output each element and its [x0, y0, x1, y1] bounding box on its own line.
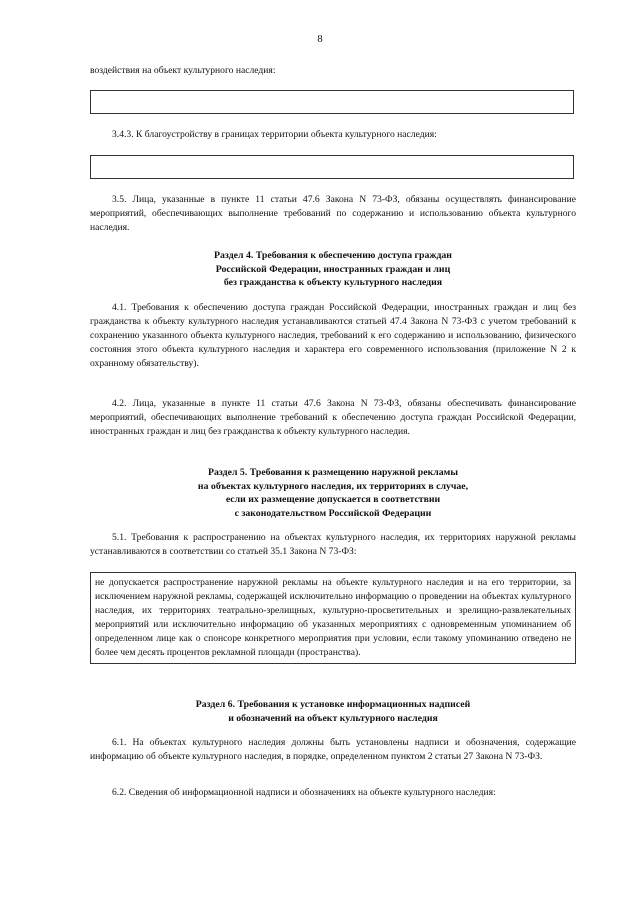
- item-4-1-block: [90, 301, 576, 371]
- item-6-1-text: 6.1. На объектах культурного наследия должны быть установлены надписи и обозначения, содержащие информацию об объекте культурного наследия, в порядке, определенном пунктом 2 статьи 27 Закона N 73-ФЗ.: [90, 737, 576, 762]
- item-6-2-block: [90, 786, 576, 800]
- intro-line-block: [90, 64, 576, 78]
- section5-heading: [90, 466, 576, 520]
- section4-title-line3: без гражданства к объекту культурного наследия: [223, 277, 443, 288]
- section6-title-line1: Раздел 6. Требования к установке информационных надписей: [195, 699, 471, 710]
- section6-title-line2: и обозначений на объект культурного наследия: [228, 712, 438, 724]
- section4-title-line2: Российской Федерации, иностранных граждан и лиц: [215, 263, 451, 275]
- item-4-1-text: 4.1. Требования к обеспечению доступа граждан Российской Федерации, иностранных граждан и лиц без гражданства к объекту культурного наследия устанавливаются статьей 47.4 Закона N 73-ФЗ с учетом требований к сохранению указанного объекта культурного наследия, требований к его содержанию и использованию, физического состояния этого объекта культурного наследия и характера его современного использования (приложение N 2 к охранному обязательству).: [90, 302, 576, 369]
- section6-heading: [90, 698, 576, 725]
- item-3-5-block: [90, 193, 576, 235]
- intro-line: воздействия на объект культурного наследия:: [90, 65, 276, 76]
- item-4-2-block: [90, 397, 576, 439]
- section4-title-line1: Раздел 4. Требования к обеспечению доступа граждан: [214, 250, 452, 261]
- section5-title-line1: Раздел 5. Требования к размещению наружной рекламы: [208, 467, 458, 478]
- section4-heading: [90, 249, 576, 290]
- item-6-2-text: 6.2. Сведения об информационной надписи и обозначениях на объекте культурного наследия:: [112, 787, 496, 798]
- item-6-1-block: [90, 736, 576, 764]
- landscaping-field-box[interactable]: [90, 155, 574, 179]
- item-4-2-text: 4.2. Лица, указанные в пункте 11 статьи 47.6 Закона N 73-ФЗ, обязаны обеспечивать финансирование мероприятий, обеспечивающих выполнение требований к обеспечению доступа граждан Российской Федерации, иностранных граждан и лиц без гражданства к объекту культурного наследия.: [90, 398, 576, 437]
- item-3-4-3-text: 3.4.3. К благоустройству в границах территории объекта культурного наследия:: [112, 129, 437, 140]
- advertising-rules-box[interactable]: [90, 572, 576, 664]
- item-3-4-3-block: [90, 128, 576, 142]
- item-3-5-text: 3.5. Лица, указанные в пункте 11 статьи 47.6 Закона N 73-ФЗ, обязаны осуществлять финансирование мероприятий, обеспечивающих выполнение требований по содержанию и использованию объекта культурного наследия.: [90, 194, 576, 233]
- page-number: 8: [317, 34, 323, 45]
- section5-title-line3: если их размещение допускается в соответствии: [225, 494, 441, 505]
- section5-title-line4: с законодательством Российской Федерации: [234, 507, 432, 519]
- advertising-rules-text: не допускается распространение наружной рекламы на объекте культурного наследия и на его территории, за исключением наружной рекламы, содержащей исключительно информацию о проведении на объектах культурного наследия, их территориях театрально-зрелищных, культурно-просветительных и зрелищно-развлекательных мероприятий или исключительно информацию об указанных мероприятиях с одновременным упоминанием об определенном лице как о спонсоре конкретного мероприятия при условии, если такому упоминанию отведено не более чем десять процентов рекламной площади (пространства).: [95, 577, 571, 658]
- item-5-1-block: [90, 531, 576, 559]
- impact-field-box[interactable]: [90, 90, 574, 114]
- section5-title-line2: на объектах культурного наследия, их территориях в случае,: [197, 480, 469, 492]
- item-5-1-text: 5.1. Требования к распространению на объектах культурного наследия, их территориях наружной рекламы устанавливаются в соответствии со статьей 35.1 Закона N 73-ФЗ:: [90, 532, 576, 557]
